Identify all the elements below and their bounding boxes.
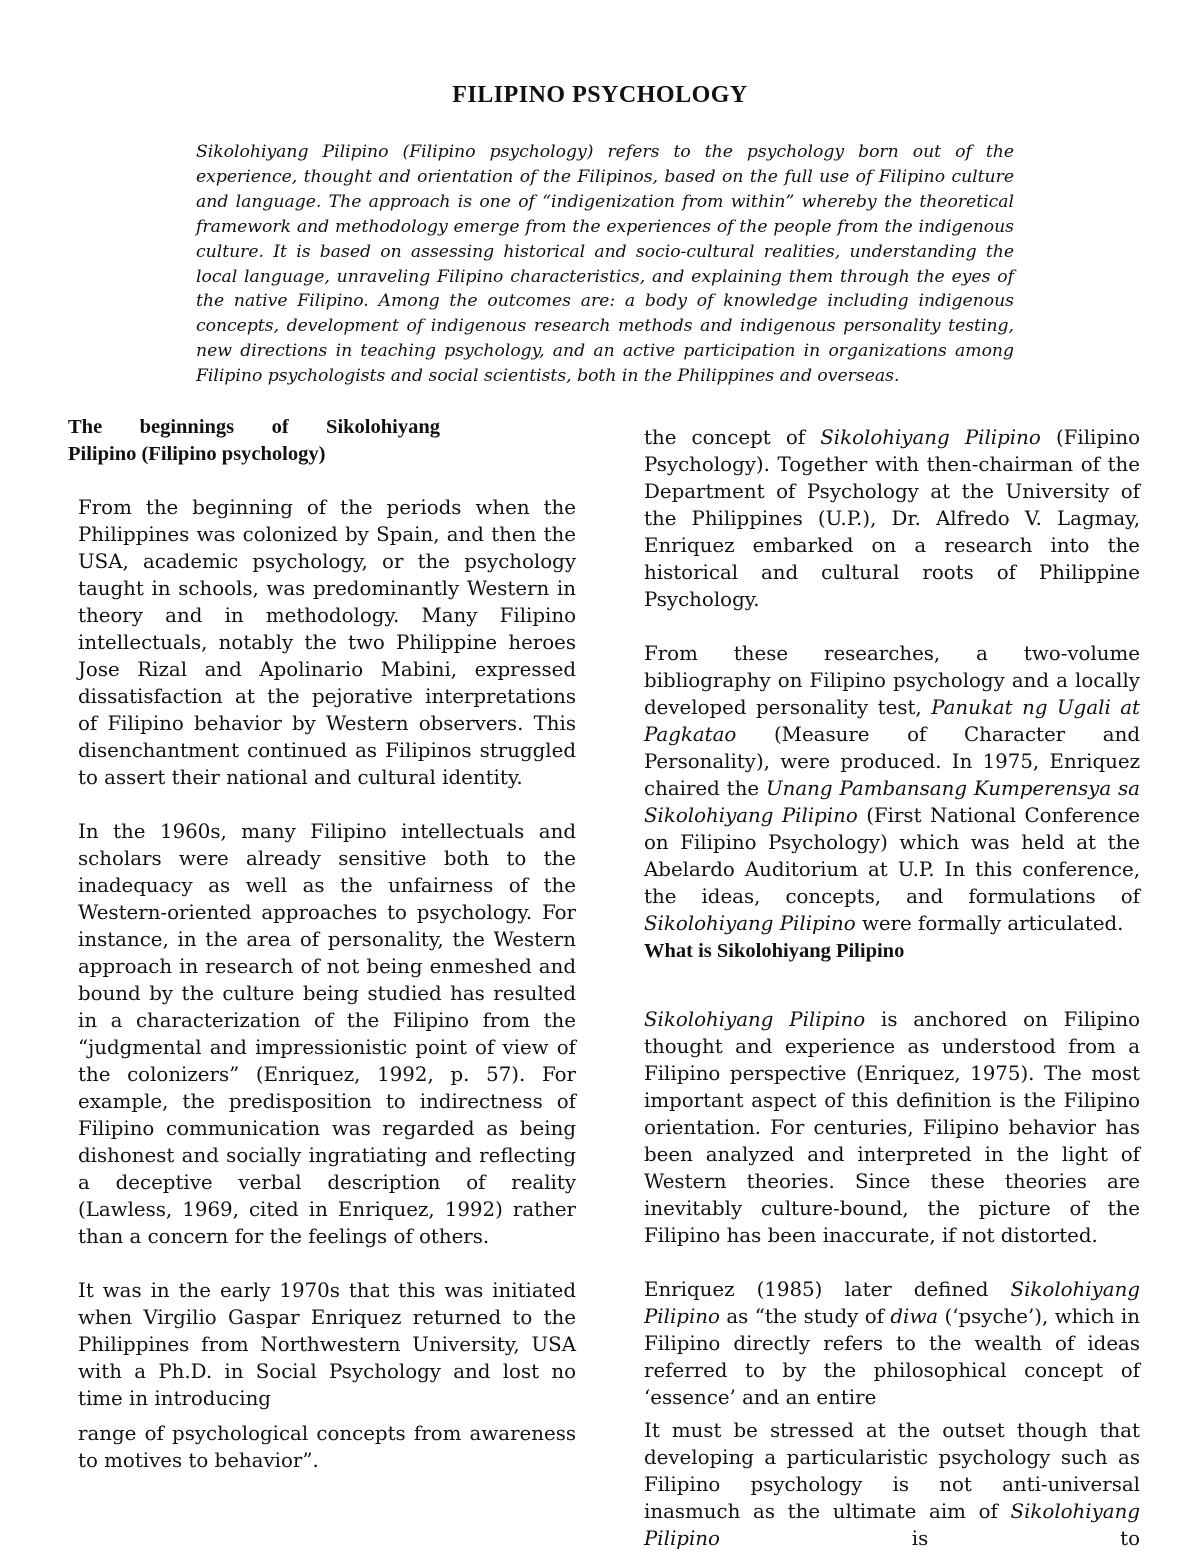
section-heading-beginnings <box>68 414 440 468</box>
right-paragraph-1 <box>644 424 1140 613</box>
text-run: Enriquez (1985) later defined <box>644 1278 1011 1301</box>
document-title: FILIPINO PSYCHOLOGY <box>452 82 748 108</box>
left-paragraph-4: range of psychological concepts from awareness to motives to behavior”. <box>78 1422 576 1472</box>
left-paragraph-1: From the beginning of the periods when the Philippines was colonized by Spain, and then the USA, academic psychology, or the psychology taught in schools, was predominantly Western in theory and in methodology. Many Filipino intellectuals, notably the two Philippine heroes Jose Rizal and Apolinario Mabini, expressed dissatisfaction at the pejorative interpretations of Filipino behavior by Western observers. This disenchantment continued as Filipinos struggled to assert their national and cultural identity. <box>78 496 576 789</box>
italic-term: Sikolohiyang Pilipino <box>644 1500 1140 1550</box>
section-heading-line-2: Pilipino (Filipino psychology) <box>68 443 326 465</box>
italic-term: Panukat ng Ugali at Pagkatao <box>644 696 1140 746</box>
text-run: the concept of <box>644 426 821 449</box>
section-heading-line-1: The beginnings of Sikolohiyang <box>68 416 440 438</box>
left-paragraph-2: In the 1960s, many Filipino intellectuals and scholars were already sensitive both to the inadequacy as well as the unfairness of the Western-oriented approaches to psychology. For instance, in the area of personality, the Western approach in research of not being enmeshed and bound by the culture being studied has resulted in a characterization of the Filipino from the “judgmental and impressionistic point of view of the colonizers” (Enriquez, 1992, p. 57). For example, the predisposition to indirectness of Filipino communication was regarded as being dishonest and socially ingratiating and reflecting a deceptive verbal description of reality (Lawless, 1969, cited in Enriquez, 1992) rather than a concern for the feelings of others. <box>78 820 576 1248</box>
right-column-lower <box>644 1006 1140 1552</box>
italic-term: Sikolohiyang Pilipino <box>644 1008 866 1031</box>
abstract-paragraph: Sikolohiyang Pilipino (Filipino psychology) refers to the psychology born out of the experience, thought and orientation of the Filipinos, based on the full use of Filipino culture and language. The approach is one of “indigenization from within” whereby the theoretical framework and methodology emerge from the experiences of the people from the indigenous culture. It is based on assessing historical and socio-cultural realities, understanding the local language, unraveling Filipino characteristics, and explaining them through the eyes of the native Filipino. Among the outcomes are: a body of knowledge including indigenous concepts, development of indigenous research methods and indigenous personality testing, new directions in teaching psychology, and an active participation in organizations among Filipino psychologists and social scientists, both in the Philippines and overseas. <box>196 142 1014 387</box>
text-run: (‘psyche’), which in Filipino directly refers to the wealth of ideas referred to by the philosophical concept of ‘essence’ and an entire <box>644 1305 1141 1409</box>
italic-term: Sikolohiyang Pilipino <box>644 1278 1140 1328</box>
right-column <box>644 424 1140 937</box>
italic-term: Sikolohiyang Pilipino <box>644 912 856 935</box>
text-run: (First National Conference on Filipino Psychology) which was held at the Abelardo Auditorium at U.P. In this conference, the ideas, concepts, and formulations of <box>644 804 1140 908</box>
text-run: is anchored on Filipino thought and experience as understood from a Filipino perspective (Enriquez, 1975). The most important aspect of this definition is the Filipino orientation. For centuries, Filipino behavior has been analyzed and interpreted in the light of Western theories. Since these theories are inevitably culture-bound, the picture of the Filipino has been inaccurate, if not distorted. <box>644 1008 1140 1247</box>
text-run: were formally articulated. <box>855 912 1124 935</box>
text-run: as “the study of <box>719 1305 891 1328</box>
left-paragraph-3: It was in the early 1970s that this was initiated when Virgilio Gaspar Enriquez returned to the Philippines from Northwestern University, USA with a Ph.D. in Social Psychology and lost no time in introducing <box>78 1279 576 1410</box>
left-column <box>78 494 576 1474</box>
right-paragraph-3 <box>644 1006 1140 1249</box>
text-run: (Measure of Character and Personality), were produced. In 1975, Enriquez chaired the <box>644 723 1140 800</box>
right-paragraph-5 <box>644 1417 1140 1552</box>
text-run: It must be stressed at the outset though that developing a particularistic psychology such as Filipino psychology is not anti-universal inasmuch as the ultimate aim of <box>644 1419 1140 1523</box>
right-paragraph-4 <box>644 1276 1140 1411</box>
section-heading-what-is: What is Sikolohiyang Pilipino <box>644 940 905 962</box>
italic-term: Unang Pambansang Kumperensya sa Sikolohiyang Pilipino <box>644 777 1140 827</box>
right-paragraph-2 <box>644 640 1140 937</box>
text-run: From these researches, a two-volume bibliography on Filipino psychology and a locally developed personality test, <box>644 642 1140 719</box>
text-run: is to <box>719 1527 1140 1550</box>
text-run: (Filipino Psychology). Together with then-chairman of the Department of Psychology at the University of the Philippines (U.P.), Dr. Alfredo V. Lagmay, Enriquez embarked on a research into the historical and cultural roots of Philippine Psychology. <box>644 426 1140 611</box>
italic-term: diwa <box>890 1305 939 1328</box>
italic-term: Sikolohiyang Pilipino <box>820 426 1041 449</box>
